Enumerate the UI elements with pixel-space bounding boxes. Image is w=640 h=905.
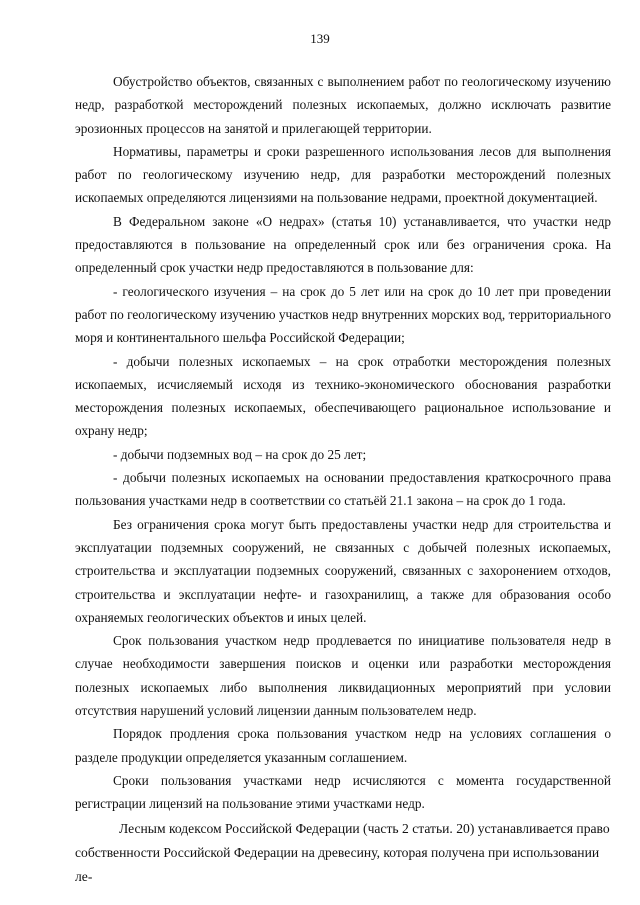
list-item-mineral-extraction: - добычи полезных ископаемых – на срок отработки месторождения полезных ископаемых, исчисляемый исходя из технико-экономического обоснования разработки месторождения полезных ископаемых, обеспечивающего рациональное использование и охрану недр; <box>75 353 611 439</box>
paragraph-term-calculation: Сроки пользования участками недр исчисляются с момента государственной регистрации лицензий на пользование этими участками недр. <box>75 772 611 812</box>
paragraph-term-extension: Срок пользования участком недр продлевается по инициативе пользователя недр в случае необходимости завершения поисков и оценки или разработки месторождения полезных ископаемых либо выполнения ликвидационных мероприятий при условии отсутствия нарушений условий лицензии данным пользователем недр. <box>75 633 611 719</box>
paragraph-production-sharing: Порядок продления срока пользования участком недр на условиях соглашения о разделе продукции определяется указанным соглашением. <box>75 726 611 765</box>
paragraph-unlimited-term: Без ограничения срока могут быть предоставлены участки недр для строительства и эксплуатации подземных сооружений, не связанных с добычей полезных ископаемых, строительства и эксплуатации подземных сооружений, связанных с захоронением отходов, строительства и эксплуатации нефте- и газохранилищ, а также для образования особо охраняемых геологических объектов и иных целей. <box>75 516 611 625</box>
page-number: 139 <box>310 31 330 46</box>
list-item-geological-study: - геологического изучения – на срок до 5 лет или на срок до 10 лет при проведении работ по геологическому изучению участков недр внутренних морских вод, территориального моря и континентального шельфа Российской Федерации; <box>75 283 611 346</box>
paragraph-forest-code: Лесным кодексом Российской Федерации (часть 2 статьи. 20) устанавливается право собственности Российской Федерации на древесину, которая получена при использовании ле- <box>75 820 610 884</box>
paragraph-construction-requirements: Обустройство объектов, связанных с выполнением работ по геологическому изучению недр, разработкой месторождений полезных ископаемых, должно исключать развитие эрозионных процессов на занятой и прилегающей территории. <box>75 74 611 136</box>
list-item-groundwater: - добычи подземных вод – на срок до 25 лет; <box>113 446 367 462</box>
list-item-short-term-right: - добычи полезных ископаемых на основании предоставления краткосрочного права пользования участками недр в соответствии со статьёй 21.1 закона – на срок до 1 года. <box>75 470 611 509</box>
body-text <box>75 70 611 889</box>
paragraph-subsoil-law-terms: В Федеральном законе «О недрах» (статья 10) устанавливается, что участки недр предоставляются в пользование на определенный срок или без ограничения срока. На определенный срок участки недр предоставляются в пользование для: <box>75 213 611 276</box>
paragraph-forest-use-norms: Нормативы, параметры и сроки разрешенного использования лесов для выполнения работ по геологическому изучению недр, для разработки месторождений полезных ископаемых определяются лицензиями на пользование недрами, проектной документацией. <box>75 143 611 206</box>
